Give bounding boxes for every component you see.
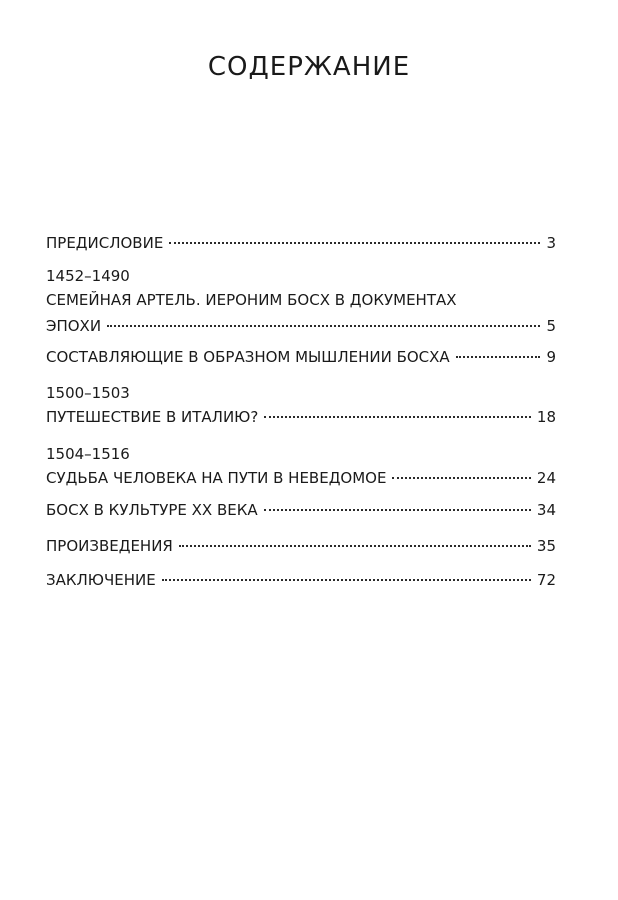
dot-leader [169,242,540,244]
toc-page-number: 72 [536,571,556,589]
toc-entry-works[interactable] [46,533,556,559]
toc-entry-title: ЗАКЛЮЧЕНИЕ [46,571,156,589]
toc-page-number: 9 [546,348,556,366]
toc-page-number: 3 [546,234,556,252]
dot-leader [162,579,531,581]
toc-entry-years: 1504–1516 [46,445,130,463]
toc-entry-title: ПРЕДИСЛОВИЕ [46,234,164,252]
toc-entry-fate-of-man[interactable] [46,443,556,491]
toc-line [46,465,556,491]
toc-line [46,497,556,523]
toc-entry-title: ПРОИЗВЕДЕНИЯ [46,537,173,555]
toc-line [46,344,556,370]
toc-entry-title: СЕМЕЙНАЯ АРТЕЛЬ. ИЕРОНИМ БОСХ В ДОКУМЕНТАХ [46,291,457,309]
dot-leader [264,416,531,418]
toc-entry-years: 1500–1503 [46,384,130,402]
toc-entry-years: 1452–1490 [46,267,130,285]
toc-page-number: 24 [536,469,556,487]
toc-entry-title: БОСХ В КУЛЬТУРЕ XX ВЕКА [46,501,258,519]
toc-entry-family-artel[interactable] [46,265,556,339]
toc-page-number: 35 [536,537,556,555]
toc-entry-components[interactable] [46,344,556,370]
toc-page-number: 18 [536,408,556,426]
toc-entry-title: СОСТАВЛЯЮЩИЕ В ОБРАЗНОМ МЫШЛЕНИИ БОСХА [46,348,450,366]
toc-line [46,313,556,339]
dot-leader [392,477,530,479]
toc-entry-bosch-culture[interactable] [46,497,556,523]
toc-page-number: 34 [536,501,556,519]
dot-leader [107,325,540,327]
dot-leader [264,509,531,511]
toc-entry-title-continued: ЭПОХИ [46,317,102,335]
toc-line [46,533,556,559]
toc-line [46,230,556,256]
dot-leader [179,545,531,547]
toc-entry-journey-italy[interactable] [46,382,556,430]
toc-page-number: 5 [546,317,556,335]
toc-entry-conclusion[interactable] [46,567,556,593]
dot-leader [456,356,541,358]
toc-line [46,287,556,313]
toc-line [46,567,556,593]
toc-entry-title: ПУТЕШЕСТВИЕ В ИТАЛИЮ? [46,408,259,426]
toc-line [46,404,556,430]
toc-entry-preface[interactable] [46,230,556,256]
page-title: СОДЕРЖАНИЕ [207,52,411,82]
toc-entry-title: СУДЬБА ЧЕЛОВЕКА НА ПУТИ В НЕВЕДОМОЕ [46,469,387,487]
